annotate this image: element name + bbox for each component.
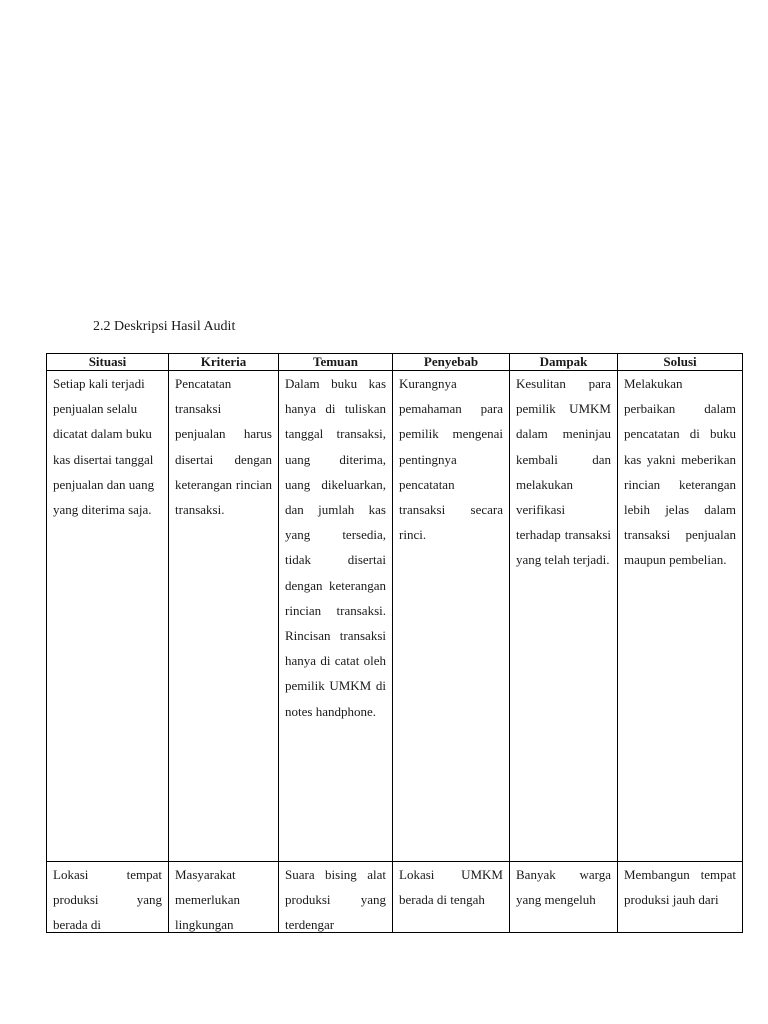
audit-findings-table	[46, 353, 743, 933]
section-heading: 2.2 Deskripsi Hasil Audit	[93, 319, 236, 334]
header-solusi: Solusi	[618, 354, 743, 371]
cell-temuan: Dalam buku kas hanya di tuliskan tanggal transaksi, uang diterima, uang dikeluarkan, dan jumlah kas yang tersedia, tidak disertai dengan keterangan rincian transaksi. Rincisan transaksi hanya di catat oleh pemilik UMKM di notes handphone.	[279, 371, 393, 862]
cell-dampak: Kesulitan para pemilik UMKM dalam meninjau kembali dan melakukan verifikasi terhadap transaksi yang telah terjadi.	[510, 371, 618, 862]
cell-solusi: Melakukan perbaikan dalam pencatatan di buku kas yakni meberikan rincian keterangan lebih jelas dalam transaksi penjualan maupun pembelian.	[618, 371, 743, 862]
cell-temuan: Suara bising alat produksi yang terdengar	[279, 862, 393, 933]
table-row	[47, 371, 743, 862]
header-temuan: Temuan	[279, 354, 393, 371]
header-kriteria: Kriteria	[169, 354, 279, 371]
cell-solusi: Membangun tempat produksi jauh dari	[618, 862, 743, 933]
cell-dampak: Banyak warga yang mengeluh	[510, 862, 618, 933]
cell-penyebab: Kurangnya pemahaman para pemilik mengenai pentingnya pencatatan transaksi secara rinci.	[393, 371, 510, 862]
header-situasi: Situasi	[47, 354, 169, 371]
cell-situasi: Setiap kali terjadi penjualan selalu dicatat dalam buku kas disertai tanggal penjualan dan uang yang diterima saja.	[47, 371, 169, 862]
cell-kriteria: Masyarakat memerlukan lingkungan	[169, 862, 279, 933]
header-dampak: Dampak	[510, 354, 618, 371]
cell-kriteria: Pencatatan transaksi penjualan harus disertai dengan keterangan rincian transaksi.	[169, 371, 279, 862]
table-header-row	[47, 354, 743, 371]
cell-penyebab: Lokasi UMKM berada di tengah	[393, 862, 510, 933]
table-row	[47, 862, 743, 933]
cell-situasi: Lokasi tempat produksi yang berada di	[47, 862, 169, 933]
header-penyebab: Penyebab	[393, 354, 510, 371]
